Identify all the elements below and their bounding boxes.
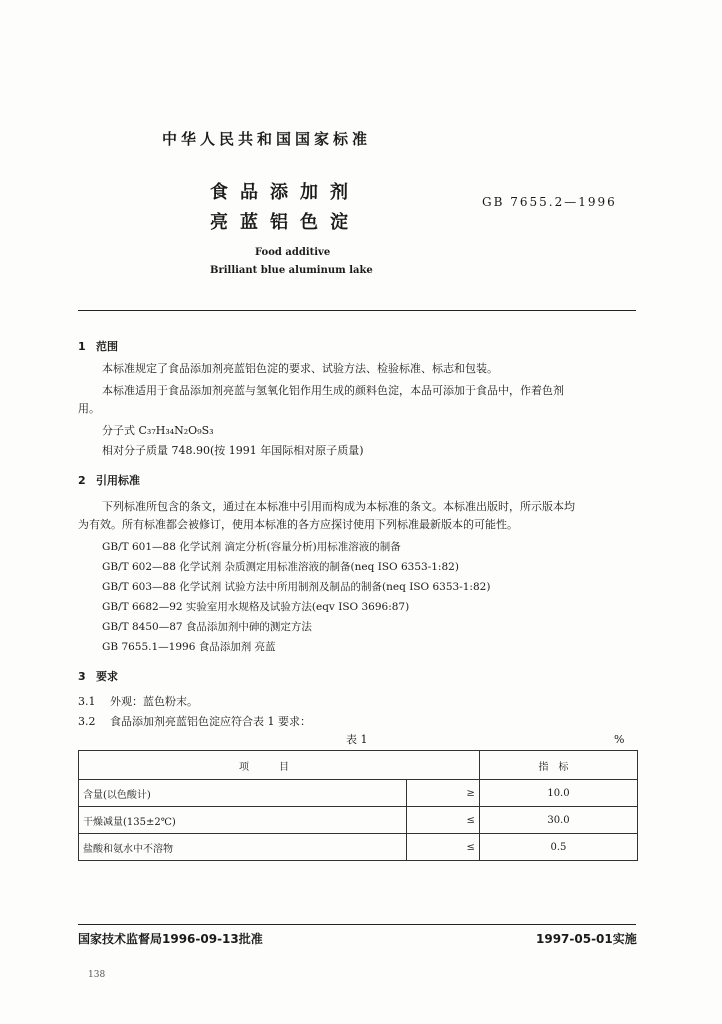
section-title: 引用标准 [96, 474, 140, 487]
header-value: 指标 [479, 751, 637, 780]
section-1-heading [78, 338, 118, 354]
row-symbol: ≥ [406, 780, 479, 807]
title-line-1: 食品添加剂 [210, 182, 360, 203]
top-divider [78, 310, 636, 311]
approval-date: 国家技术监督局1996-09-13批准 [78, 932, 263, 946]
section-number: 2 [78, 474, 86, 487]
english-title-line-1: Food additive [255, 247, 331, 258]
section-number: 3 [78, 670, 86, 683]
molecular-formula: 分子式 C₃₇H₃₄N₂O₉S₃ [102, 424, 214, 437]
header-item: 项目 [79, 751, 480, 780]
section-title: 要求 [96, 670, 118, 683]
row-value: 10.0 [479, 780, 637, 807]
row-symbol: ≤ [406, 807, 479, 834]
section-title: 范围 [96, 340, 118, 353]
national-standard-heading: 中华人民共和国国家标准 [162, 130, 372, 148]
reference-item: GB/T 602—88 化学试剂 杂质测定用标准溶液的制备(neq ISO 6353-1:82) [102, 561, 459, 573]
references-paragraph-line-2: 为有效。所有标准都会被修订，使用本标准的各方应探讨使用下列标准最新版本的可能性。 [78, 518, 518, 531]
bottom-divider [78, 924, 636, 925]
row-item: 干燥减量(135±2℃) [79, 807, 407, 834]
clause-text: 外观：蓝色粉末。 [110, 695, 198, 708]
section-3-heading [78, 668, 118, 684]
row-value: 0.5 [479, 834, 637, 861]
reference-item: GB/T 603—88 化学试剂 试验方法中所用制剂及制品的制备(neq ISO 6353-1:82) [102, 581, 491, 593]
clause-text: 食品添加剂亮蓝铝色淀应符合表 1 要求： [110, 715, 311, 728]
reference-item: GB/T 6682—92 实验室用水规格及试验方法(eqv ISO 3696:87) [102, 601, 410, 613]
title-line-2: 亮蓝铝色淀 [210, 212, 360, 233]
row-symbol: ≤ [406, 834, 479, 861]
clause-number: 3.1 [78, 695, 96, 708]
row-item: 含量(以色酸计) [79, 780, 407, 807]
table-caption: 表 1 [346, 733, 368, 746]
requirements-table [78, 750, 638, 861]
table-row [79, 780, 638, 807]
reference-item: GB/T 8450—87 食品添加剂中砷的测定方法 [102, 621, 312, 633]
table-unit: % [614, 733, 625, 746]
reference-item: GB/T 601—88 化学试剂 滴定分析(容量分析)用标准溶液的制备 [102, 541, 401, 553]
reference-item: GB 7655.1—1996 食品添加剂 亮蓝 [102, 641, 276, 653]
scope-paragraph-2-line-1: 本标准适用于食品添加剂亮蓝与氢氧化铝作用生成的颜料色淀，本品可添加于食品中，作着色剂 [102, 384, 564, 397]
table-row [79, 807, 638, 834]
table-header-row [79, 751, 638, 780]
section-number: 1 [78, 340, 86, 353]
requirement-3-2 [78, 713, 311, 731]
clause-number: 3.2 [78, 715, 96, 728]
english-title-line-2: Brilliant blue aluminum lake [210, 265, 373, 276]
row-item: 盐酸和氨水中不溶物 [79, 834, 407, 861]
section-2-heading [78, 472, 140, 488]
gb-code: GB 7655.2—1996 [482, 195, 617, 209]
row-value: 30.0 [479, 807, 637, 834]
molecular-weight: 相对分子质量 748.90(按 1991 年国际相对原子质量) [102, 444, 364, 457]
page-number: 138 [88, 970, 106, 980]
table-row [79, 834, 638, 861]
requirement-3-1 [78, 693, 198, 711]
scope-paragraph-2-line-2: 用。 [78, 402, 100, 415]
scope-paragraph-1: 本标准规定了食品添加剂亮蓝铝色淀的要求、试验方法、检验标准、标志和包装。 [102, 362, 498, 375]
effective-date: 1997-05-01实施 [536, 932, 637, 946]
references-paragraph-line-1: 下列标准所包含的条文，通过在本标准中引用而构成为本标准的条文。本标准出版时，所示版本均 [102, 500, 575, 513]
